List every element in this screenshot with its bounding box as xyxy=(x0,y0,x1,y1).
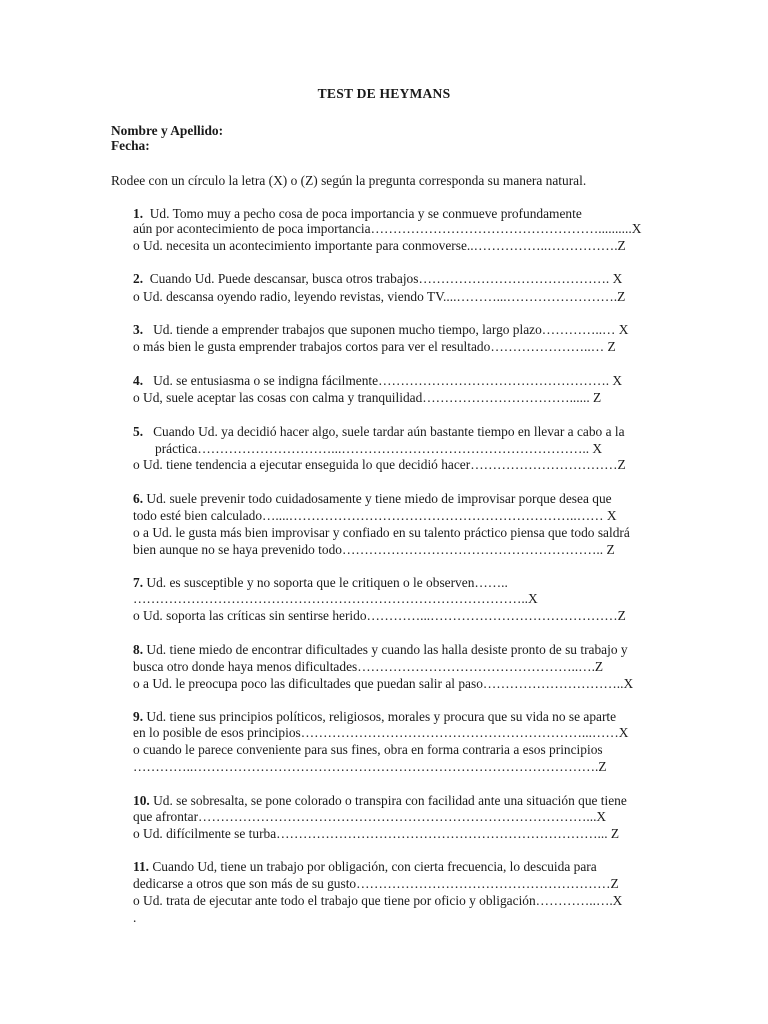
question-11-option-x: o Ud. trata de ejecutar ante todo el trabajo que tiene por oficio y obligación…………..….X xyxy=(133,893,623,908)
question-1-option-z: o Ud. necesita un acontecimiento importante para conmoverse..……………..…………….Z xyxy=(133,238,626,253)
question-11-option-z: dedicarse a otros que son más de su gusto…………………………………………………Z xyxy=(133,876,619,891)
question-number: 11. xyxy=(133,859,149,874)
question-4-option-x: 4. Ud. se entusiasma o se indigna fácilmente……………………………………………. X xyxy=(133,373,623,388)
question-3-option-z: o más bien le gusta emprender trabajos cortos para ver el resultado…………………..… Z xyxy=(133,339,616,354)
trailing-dot: . xyxy=(133,910,137,925)
question-4-option-z: o Ud, suele aceptar las cosas con calma y tranquilidad……………………………...... Z xyxy=(133,390,602,405)
question-5-option-z: o Ud. tiene tendencia a ejecutar enseguida lo que decidió hacer……………………………Z xyxy=(133,457,626,472)
question-6-option-z: bien aunque no se haya prevenido todo………………………………………………….. Z xyxy=(133,542,615,557)
question-6-line-3: o a Ud. le gusta más bien improvisar y confiado en su talento práctico piensa que todo saldrá xyxy=(133,525,630,540)
question-11-line-1: 11. Cuando Ud, tiene un trabajo por obligación, con cierta frecuencia, lo descuida para xyxy=(133,859,597,874)
question-10-option-z: o Ud. difícilmente se turba………………………………………………………………... Z xyxy=(133,826,620,841)
question-5-line-1: 5. Cuando Ud. ya decidió hacer algo, suele tardar aún bastante tiempo en llevar a cabo a la xyxy=(133,424,625,439)
question-8-option-x: o a Ud. le preocupa poco las dificultades que puedan salir al paso…………………………..X xyxy=(133,676,634,691)
question-number: 2. xyxy=(133,271,144,286)
question-9-line-3: o cuando le parece conveniente para sus fines, obra en forma contraria a esos principios xyxy=(133,742,603,757)
question-number: 1. xyxy=(133,206,144,221)
question-2-option-x: 2. Cuando Ud. Puede descansar, busca otros trabajos……………………………………. X xyxy=(133,271,623,286)
question-9-option-x: en lo posible de esos principios………………………………………………………...……X xyxy=(133,725,629,740)
question-6-line-1: 6. Ud. suele prevenir todo cuidadosamente y tiene miedo de improvisar porque desea que xyxy=(133,491,612,506)
question-3-option-x: 3. Ud. tiende a emprender trabajos que suponen mucho tiempo, largo plazo…………..… X xyxy=(133,322,629,337)
question-9-line-1: 9. Ud. tiene sus principios políticos, religiosos, morales y procura que su vida no se aparte xyxy=(133,709,617,724)
question-8-option-z: busca otro donde haya menos dificultades…………………………………………..….Z xyxy=(133,659,604,674)
question-6-option-x: todo esté bien calculado…....………………………………………………………..…… X xyxy=(133,508,617,523)
question-number: 9. xyxy=(133,709,144,724)
question-7-line-1: 7. Ud. es susceptible y no soporta que le critiquen o le observen…….. xyxy=(133,575,508,590)
question-number: 10. xyxy=(133,793,150,808)
page-title: TEST DE HEYMANS xyxy=(317,86,451,101)
question-9-option-z: …………..……………………………………………………………………………….Z xyxy=(133,759,607,774)
date-label: Fecha: xyxy=(111,138,150,153)
instruction-text: Rodee con un círculo la letra (X) o (Z) según la pregunta corresponda su manera natural. xyxy=(111,173,587,188)
name-label: Nombre y Apellido: xyxy=(111,123,224,138)
question-7-option-x: ……………………………………………………………………………..X xyxy=(133,591,538,606)
question-number: 4. xyxy=(133,373,144,388)
question-1-option-x: aún por acontecimiento de poca importancia……………………………………………..........X xyxy=(133,221,642,236)
question-10-line-1: 10. Ud. se sobresalta, se pone colorado o transpira con facilidad ante una situación que tiene xyxy=(133,793,627,808)
question-number: 8. xyxy=(133,642,144,657)
question-number: 7. xyxy=(133,575,144,590)
question-8-line-1: 8. Ud. tiene miedo de encontrar dificultades y cuando las halla desiste pronto de su trabajo y xyxy=(133,642,628,657)
question-2-option-z: o Ud. descansa oyendo radio, leyendo revistas, viendo TV....………...…………………….Z xyxy=(133,289,626,304)
question-number: 6. xyxy=(133,491,144,506)
question-1-line-1: 1. Ud. Tomo muy a pecho cosa de poca importancia y se conmueve profundamente xyxy=(133,206,582,221)
question-10-option-x: que afrontar……………………………………………………………………………...X xyxy=(133,809,607,824)
question-number: 5. xyxy=(133,424,144,439)
question-5-option-x: práctica…………………………...……………………………………………….. X xyxy=(155,441,603,456)
question-number: 3. xyxy=(133,322,144,337)
question-7-option-z: o Ud. soporta las críticas sin sentirse herido…………...……………………………………Z xyxy=(133,608,626,623)
